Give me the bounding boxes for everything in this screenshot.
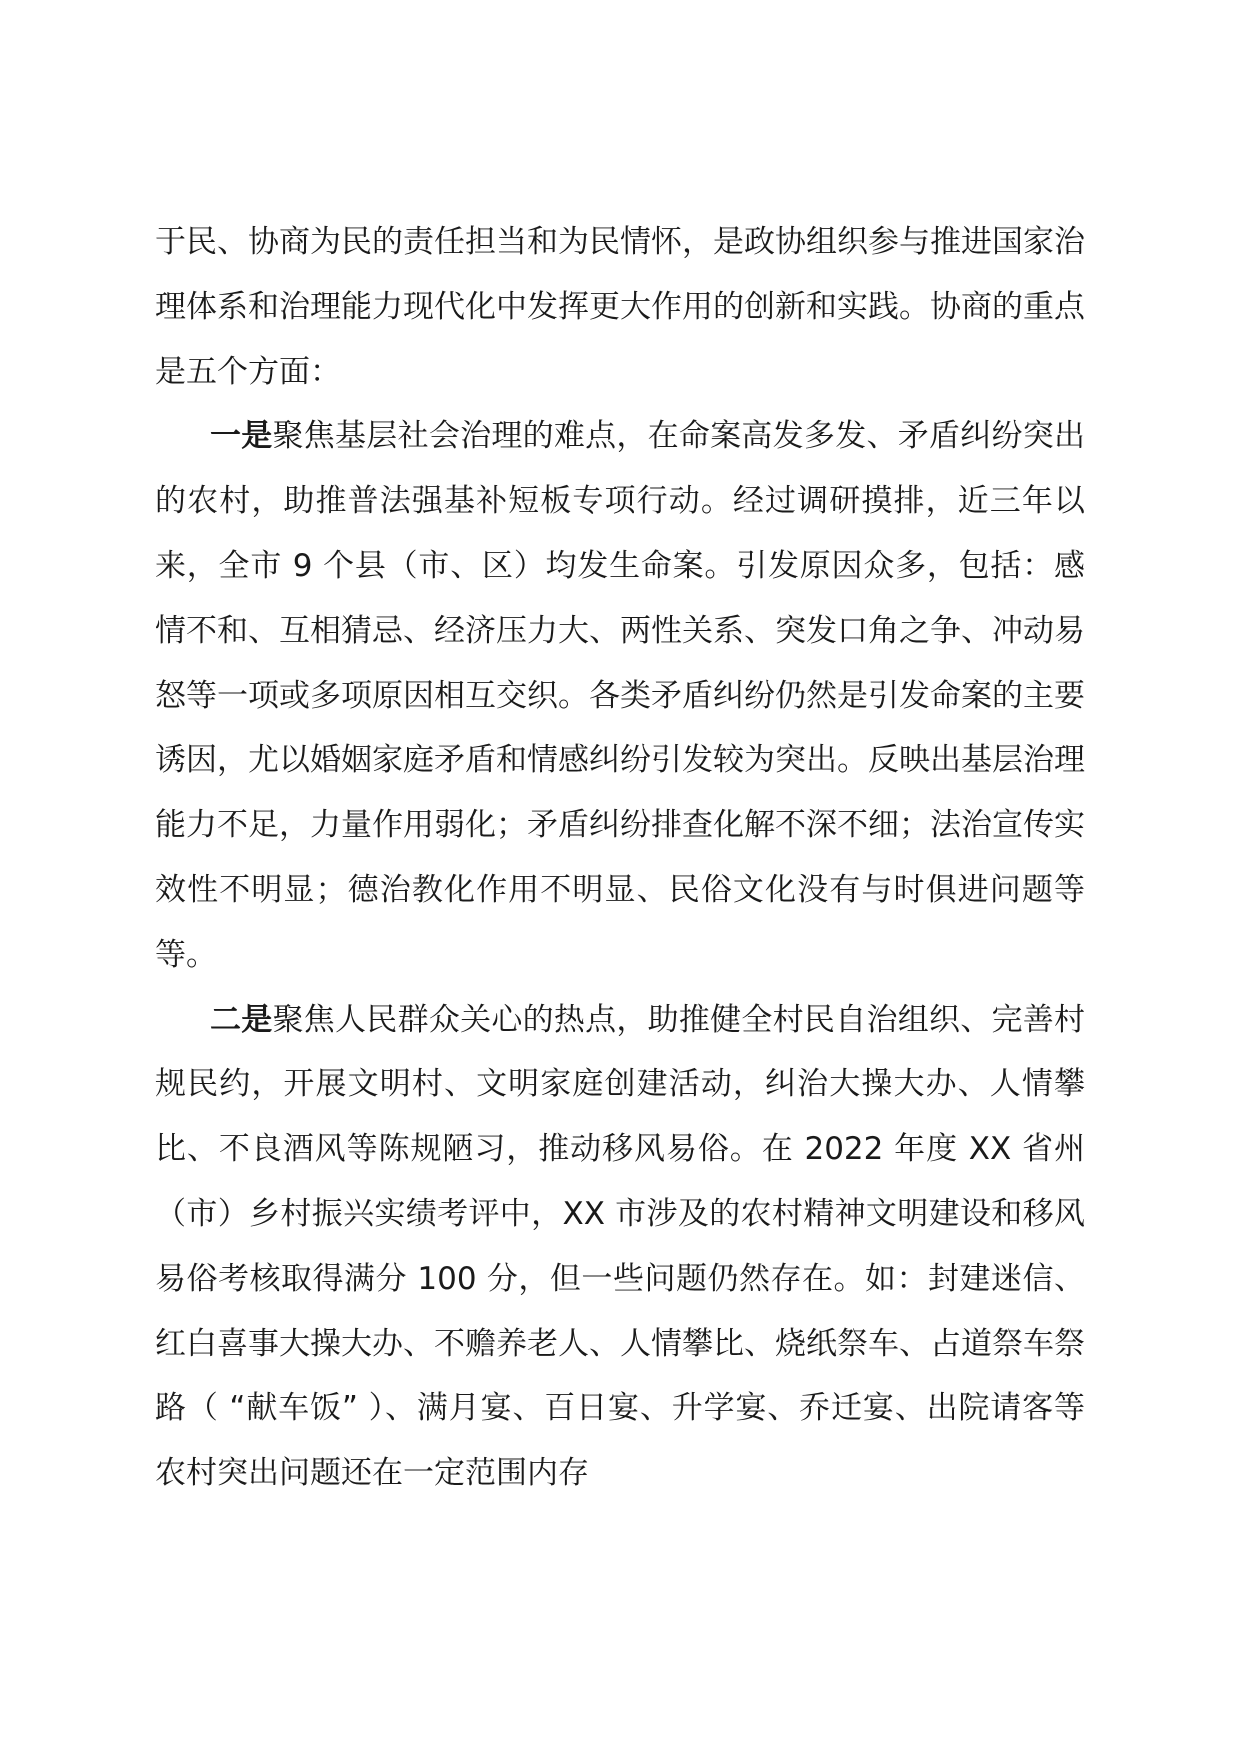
- document-body: [155, 210, 1085, 1506]
- paragraph-lead: 二是: [210, 1001, 273, 1038]
- paragraph-text: 聚焦基层社会治理的难点，在命案高发多发、矛盾纠纷突出的农村，助推普法强基补短板专项行动。经过调研摸排，近三年以来，全市 9 个县（市、区）均发生命案。引发原因众多，包括：感情不和、互相猜忌、经济压力大、两性关系、突发口角之争、冲动易怒等一项或多项原因相互交织。各类矛盾纠纷仍然是引发命案的主要诱因，尤以婚姻家庭矛盾和情感纠纷引发较为突出。反映出基层治理能力不足，力量作用弱化；矛盾纠纷排查化解不深不细；法治宣传实效性不明显；德治教化作用不明显、民俗文化没有与时俱进问题等等。: [155, 418, 1086, 973]
- paragraph-text: 于民、协商为民的责任担当和为民情怀，是政协组织参与推进国家治理体系和治理能力现代化中发挥更大作用的创新和实践。协商的重点是五个方面：: [155, 224, 1085, 390]
- paragraph-point-one: [155, 404, 1085, 987]
- paragraph-point-two: [155, 988, 1085, 1506]
- paragraph-lead: 一是: [210, 418, 273, 455]
- paragraph-intro: [155, 210, 1085, 404]
- paragraph-text: 聚焦人民群众关心的热点，助推健全村民自治组织、完善村规民约，开展文明村、文明家庭创建活动，纠治大操大办、人情攀比、不良酒风等陈规陋习，推动移风易俗。在 2022 年度 XX 省州（市）乡村振兴实绩考评中，XX 市涉及的农村精神文明建设和移风易俗考核取得满分 100 分，但一些问题仍然存在。如：封建迷信、红白喜事大操大办、不赡养老人、人情攀比、烧纸祭车、占道祭车祭路（ “献车饭” ）、满月宴、百日宴、升学宴、乔迁宴、出院请客等农村突出问题还在一定范围内存: [155, 1001, 1086, 1492]
